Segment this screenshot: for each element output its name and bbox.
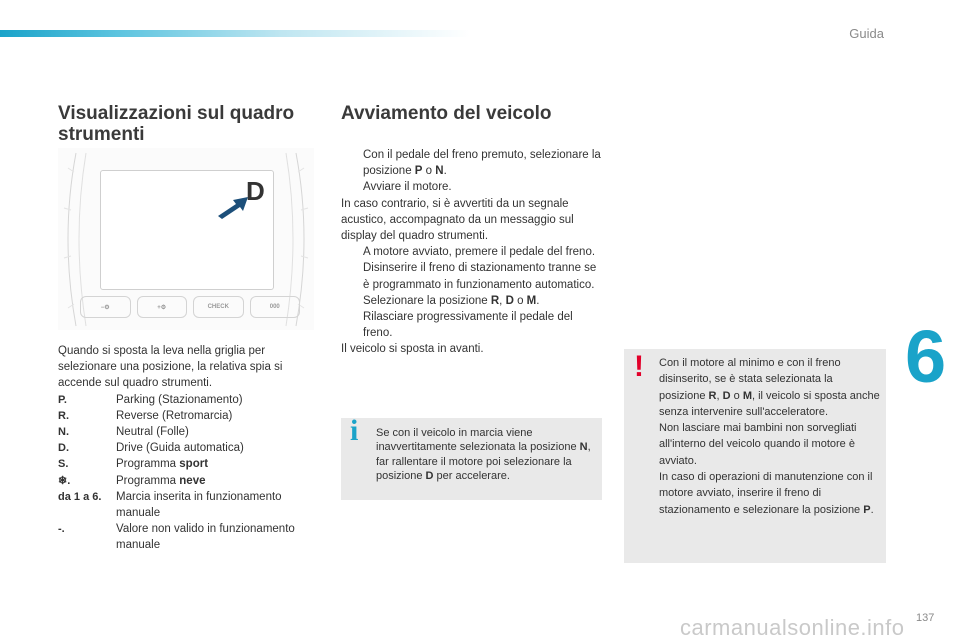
legend-key: D. — [58, 442, 69, 455]
page-number: 137 — [916, 612, 935, 624]
legend-value: Marcia inserita in funzionamento manuale — [116, 490, 282, 520]
paragraph: In caso contrario, si è avvertiti da un segnale acustico, accompagnato da un messaggio sul display del quadro strumenti. — [341, 197, 574, 243]
warning-text — [659, 355, 881, 518]
step-text: Avviare il motore. — [363, 181, 452, 194]
section-title-start: Avviamento del veicolo — [341, 103, 552, 124]
legend-value: Programma sport — [116, 458, 209, 471]
gear-indicator: D — [246, 176, 265, 206]
instrument-cluster-illustration — [58, 148, 314, 330]
legend-value: Drive (Guida automatica) — [116, 442, 244, 455]
legend-value: Programma neve — [116, 474, 206, 487]
bullet-icon — [341, 309, 363, 341]
step-item — [341, 244, 603, 260]
step-item — [341, 293, 603, 309]
cluster-button-row — [80, 296, 300, 318]
start-procedure-text — [341, 147, 603, 358]
legend-item — [58, 489, 318, 521]
legend-key: da 1 a 6. — [58, 490, 102, 503]
info-text: Se con il veicolo in marcia viene inavvertitamente selezionata la posizione N, far rallentare il motore poi selezionare la posizione D per accelerare. — [376, 427, 591, 482]
legend-item — [58, 456, 318, 472]
legend-key: N. — [58, 426, 69, 439]
warning-box — [624, 349, 886, 563]
info-icon: i — [350, 414, 359, 447]
gear-display-text — [58, 343, 318, 554]
snowflake-icon: ❄. — [58, 474, 71, 487]
intro-paragraph: Quando si sposta la leva nella griglia per selezionare una posizione, la relativa spia si accende sul quadro strumenti. — [58, 345, 283, 390]
legend-item — [58, 424, 318, 440]
step-item — [341, 179, 603, 195]
bullet-icon — [341, 179, 363, 195]
info-box — [341, 414, 602, 500]
legend-item — [58, 473, 318, 489]
step-item — [341, 309, 603, 341]
bullet-icon — [341, 293, 363, 309]
warning-paragraph: Con il motore al minimo e con il freno disinserito, se è stata selezionata la posizione R, D o M, il veicolo si sposta anche senza intervenire sull'acceleratore. — [659, 357, 880, 418]
legend-item — [58, 440, 318, 456]
bullet-icon — [341, 147, 363, 179]
section-label: Guida — [849, 26, 884, 41]
watermark: carmanualsonline.info — [680, 615, 905, 640]
bullet-icon — [341, 260, 363, 292]
legend-item — [58, 392, 318, 408]
minus-button-icon: −⚙ — [80, 296, 131, 318]
step-text: Disinserire il freno di stazionamento tranne se è programmato in funzionamento automatico. — [363, 262, 597, 291]
bullet-icon — [341, 244, 363, 260]
legend-value: Neutral (Folle) — [116, 426, 189, 439]
legend-key: R. — [58, 409, 69, 422]
legend-item — [58, 521, 318, 553]
chapter-number: 6 — [905, 315, 947, 398]
legend-value: Valore non valido in funzionamento manuale — [116, 523, 295, 552]
header-accent-bar — [0, 30, 470, 37]
legend-key: -. — [58, 523, 65, 536]
trip-button: 000 — [250, 296, 301, 318]
legend-value: Parking (Stazionamento) — [116, 393, 243, 406]
plus-button-icon: +⚙ — [137, 296, 188, 318]
legend-key: S. — [58, 458, 69, 471]
check-button: CHECK — [193, 296, 244, 318]
step-item — [341, 260, 603, 292]
step-item — [341, 147, 603, 179]
warning-paragraph: Non lasciare mai bambini non sorvegliati all'interno del veicolo quando il motore è avviato. — [659, 422, 857, 467]
paragraph: Il veicolo si sposta in avanti. — [341, 343, 484, 356]
step-text: Rilasciare progressivamente il pedale del freno. — [363, 311, 573, 340]
legend-value: Reverse (Retromarcia) — [116, 409, 233, 422]
section-title-display: Visualizzazioni sul quadro strumenti — [58, 103, 295, 145]
legend-key: P. — [58, 393, 67, 406]
step-text: Selezionare la posizione R, D o M. — [363, 294, 540, 307]
warning-icon: ! — [634, 350, 644, 383]
step-text: Con il pedale del freno premuto, selezionare la posizione P o N. — [363, 149, 601, 178]
step-text: A motore avviato, premere il pedale del freno. — [363, 246, 596, 259]
warning-paragraph: In caso di operazioni di manutenzione con il motore avviato, inserire il freno di stazionamento e selezionare la posizione P. — [659, 471, 874, 516]
legend-item — [58, 408, 318, 424]
